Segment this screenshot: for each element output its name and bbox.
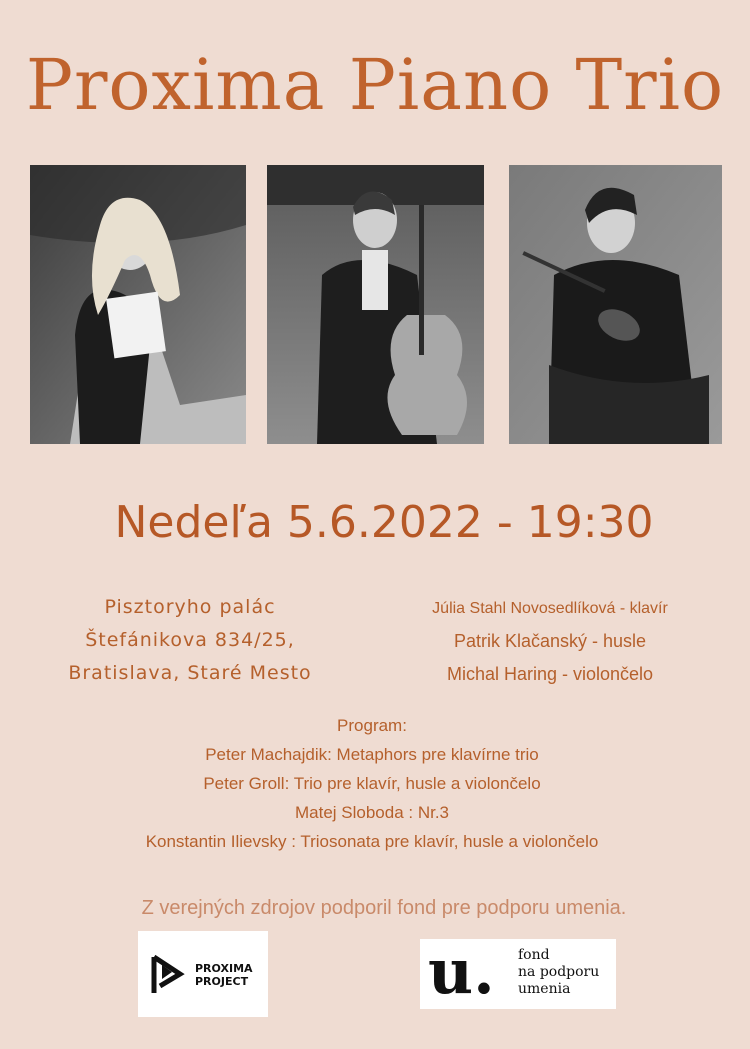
fond-logo [420, 935, 616, 1009]
performers-list [380, 592, 720, 691]
pianist-photo [30, 165, 246, 444]
venue-city: Bratislava, Staré Mesto [68, 662, 312, 684]
fond-logo-line1: fond [518, 947, 550, 963]
fond-logo-line3: umenia [518, 981, 571, 997]
program-label: Program: [337, 716, 407, 735]
program-list [0, 711, 744, 856]
venue-name: Pisztoryho palác [104, 596, 276, 618]
proxima-project-logo [138, 931, 268, 1017]
performer-cello: Michal Haring - violončelo [446, 664, 654, 684]
violinist-photo [509, 165, 722, 444]
cellist-photo [267, 165, 484, 444]
program-item: Peter Groll: Trio pre klavír, husle a violončelo [203, 774, 541, 793]
fond-mark: u. [428, 935, 495, 1008]
proxima-logo-line1: PROXIMA [195, 962, 253, 975]
event-date: Nedeľa 5.6.2022 - 19:30 [114, 497, 654, 548]
program-item: Konstantin Ilievsky : Triosonata pre klavír, husle a violončelo [145, 832, 599, 851]
performer-piano: Júlia Stahl Novosedlíková - klavír [432, 600, 668, 617]
proxima-mark-icon [150, 953, 190, 995]
venue-street: Štefánikova 834/25, [85, 629, 295, 651]
venue-address [40, 591, 340, 690]
fond-logo-line2: na podporu [518, 964, 600, 980]
performer-violin: Patrik Klačanský - husle [453, 631, 647, 651]
program-item: Matej Sloboda : Nr.3 [294, 803, 450, 822]
proxima-logo-line2: PROJECT [195, 975, 249, 988]
program-item: Peter Machajdik: Metaphors pre klavírne trio [205, 745, 539, 764]
support-note: Z verejných zdrojov podporil fond pre podporu umenia. [141, 897, 627, 919]
poster-title: Proxima Piano Trio [25, 44, 725, 126]
